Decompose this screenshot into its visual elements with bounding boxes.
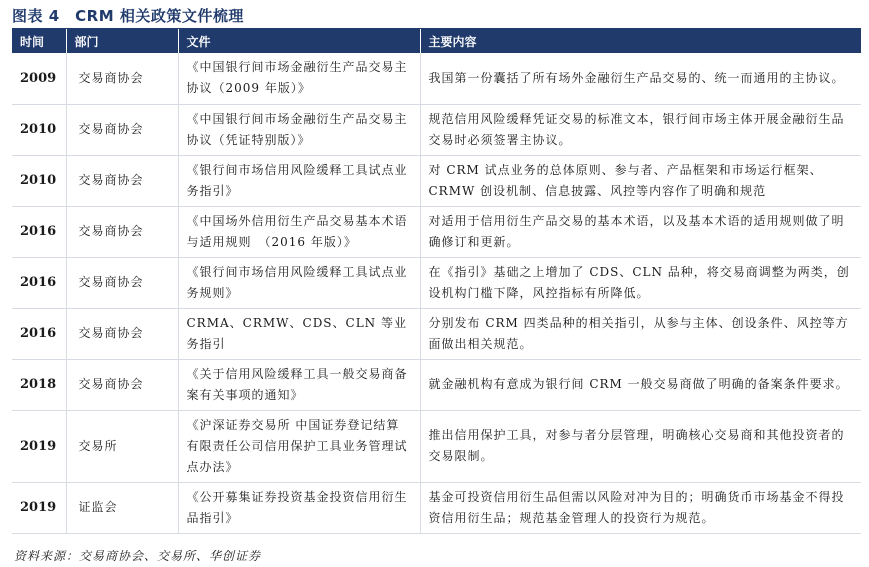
table-row [12, 359, 861, 410]
cell-content: 对 CRM 试点业务的总体原则、参与者、产品框架和市场运行框架、CRMW 创设机制、信息披露、风控等内容作了明确和规范 [420, 155, 861, 206]
cell-year: 2009 [12, 53, 66, 104]
header-year: 时间 [12, 29, 66, 53]
cell-doc: 《银行间市场信用风险缓释工具试点业务指引》 [178, 155, 420, 206]
cell-content: 基金可投资信用衍生品但需以风险对冲为目的；明确货币市场基金不得投资信用衍生品；规范基金管理人的投资行为规范。 [420, 482, 861, 533]
figure-title-bar [12, 2, 861, 30]
header-content: 主要内容 [420, 29, 861, 53]
header-doc: 文件 [178, 29, 420, 53]
cell-year: 2019 [12, 482, 66, 533]
cell-content: 我国第一份囊括了所有场外金融衍生产品交易的、统一而通用的主协议。 [420, 53, 861, 104]
cell-content: 推出信用保护工具，对参与者分层管理，明确核心交易商和其他投资者的交易限制。 [420, 410, 861, 482]
cell-doc: 《中国银行间市场金融衍生产品交易主协议（凭证特别版）》 [178, 104, 420, 155]
cell-doc: 《银行间市场信用风险缓释工具试点业务规则》 [178, 257, 420, 308]
table-row [12, 257, 861, 308]
cell-year: 2019 [12, 410, 66, 482]
table-row [12, 155, 861, 206]
cell-dept: 交易商协会 [66, 206, 178, 257]
cell-content: 规范信用风险缓释凭证交易的标准文本，银行间市场主体开展金融衍生品交易时必须签署主协议。 [420, 104, 861, 155]
cell-doc: 《中国场外信用衍生产品交易基本术语与适用规则 （2016 年版）》 [178, 206, 420, 257]
cell-content: 分别发布 CRM 四类品种的相关指引，从参与主体、创设条件、风控等方面做出相关规范。 [420, 308, 861, 359]
cell-doc: 《关于信用风险缓释工具一般交易商备案有关事项的通知》 [178, 359, 420, 410]
cell-year: 2018 [12, 359, 66, 410]
cell-dept: 交易商协会 [66, 104, 178, 155]
cell-dept: 交易商协会 [66, 155, 178, 206]
cell-doc: 《中国银行间市场金融衍生产品交易主协议（2009 年版）》 [178, 53, 420, 104]
cell-dept: 交易商协会 [66, 257, 178, 308]
figure-title: 图表 4 CRM 相关政策文件梳理 [12, 6, 244, 25]
cell-year: 2010 [12, 155, 66, 206]
table-row [12, 410, 861, 482]
cell-dept: 交易所 [66, 410, 178, 482]
table-row [12, 104, 861, 155]
table-row [12, 308, 861, 359]
header-dept: 部门 [66, 29, 178, 53]
table-row [12, 482, 861, 533]
cell-content: 在《指引》基础之上增加了 CDS、CLN 品种，将交易商调整为两类，创设机构门槛下降，风控指标有所降低。 [420, 257, 861, 308]
cell-year: 2016 [12, 308, 66, 359]
cell-doc: 《公开募集证券投资基金投资信用衍生品指引》 [178, 482, 420, 533]
cell-dept: 交易商协会 [66, 53, 178, 104]
cell-content: 就金融机构有意成为银行间 CRM 一般交易商做了明确的备案条件要求。 [420, 359, 861, 410]
cell-year: 2010 [12, 104, 66, 155]
cell-doc: CRMA、CRMW、CDS、CLN 等业务指引 [178, 308, 420, 359]
cell-year: 2016 [12, 206, 66, 257]
cell-content: 对适用于信用衍生产品交易的基本术语，以及基本术语的适用规则做了明确修订和更新。 [420, 206, 861, 257]
source-note: 资料来源：交易商协会、交易所、华创证券 [14, 549, 262, 563]
policy-table [12, 29, 861, 534]
cell-dept: 证监会 [66, 482, 178, 533]
cell-doc: 《沪深证券交易所 中国证券登记结算有限责任公司信用保护工具业务管理试点办法》 [178, 410, 420, 482]
cell-dept: 交易商协会 [66, 308, 178, 359]
table-header-row [12, 29, 861, 53]
table-row [12, 206, 861, 257]
cell-dept: 交易商协会 [66, 359, 178, 410]
table-row [12, 53, 861, 104]
cell-year: 2016 [12, 257, 66, 308]
